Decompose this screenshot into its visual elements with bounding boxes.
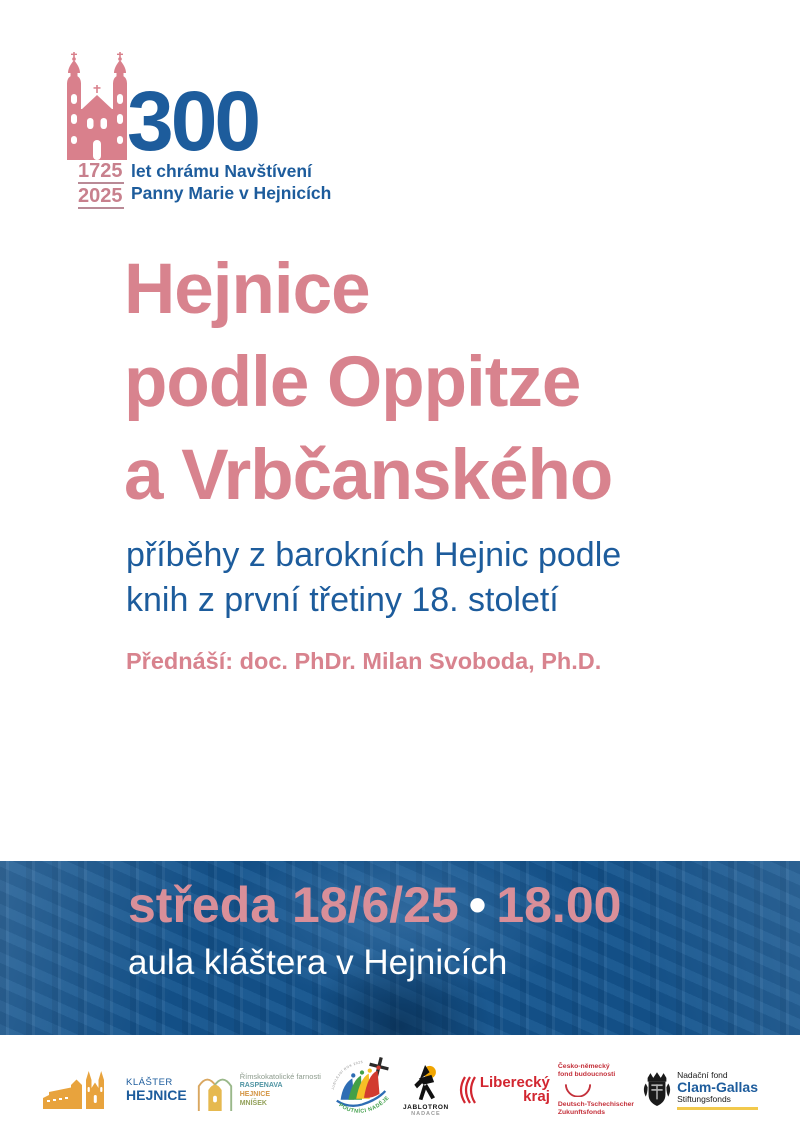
poutnici-bottom-arc-text: POUTNÍCI NADĚJE (337, 1095, 391, 1115)
liberecky-kraj-icon (457, 1075, 477, 1105)
subtitle-line1: příběhy z barokních Hejnic podle (126, 536, 622, 574)
year-end: 2025 (78, 185, 123, 207)
clam-gallas-crest-icon (642, 1069, 672, 1111)
sponsor-poutnici-nadeje (329, 1055, 395, 1125)
event-time: 18.00 (496, 877, 622, 933)
anniversary-subtitle-line2: Panny Marie v Hejnicích (131, 183, 332, 203)
sponsor-liberecky-kraj (457, 1075, 550, 1105)
kraj-label: kraj (523, 1088, 550, 1105)
poutnici-nadeje-icon (329, 1055, 395, 1125)
sponsor-farnosti (195, 1066, 321, 1114)
title-line1: Hejnice (124, 250, 370, 329)
farnosti-mnisek: MNÍŠEK (239, 1100, 267, 1107)
farnosti-title: Římskokatolické farnosti (239, 1072, 321, 1081)
date-banner (0, 861, 800, 1035)
fond-line3: Deutsch-Tschechischer (557, 1101, 635, 1108)
jablotron-figure-icon (408, 1063, 444, 1103)
klaster-hejnice-icon (42, 1067, 122, 1113)
nadace-label: NADACE (411, 1111, 441, 1117)
anniversary-subtitle (131, 160, 331, 204)
liberecky-label: Liberecký (479, 1074, 550, 1091)
church-icon (64, 52, 130, 160)
fond-line1: Česko-německý (557, 1063, 610, 1070)
event-date-text: středa 18/6/25 (128, 877, 459, 933)
poster-title (124, 243, 612, 522)
farnosti-raspenava: RASPENAVA (239, 1082, 283, 1089)
sponsor-logos-row (0, 1050, 800, 1130)
anniversary-years (78, 161, 128, 211)
clam-gallas-text (677, 1071, 758, 1110)
klaster-hejnice-text (126, 1078, 187, 1103)
farnosti-text (240, 1072, 321, 1108)
poster-subtitle (126, 533, 621, 623)
clam-line2: Clam-Gallas (677, 1079, 758, 1095)
jablotron-label: JABLOTRON (402, 1104, 449, 1111)
fond-line2: fond budoucnosti (557, 1071, 616, 1078)
fond-arc-icon (564, 1083, 592, 1097)
subtitle-line2: knih z první třetiny 18. století (126, 581, 559, 619)
year-start: 1725 (78, 160, 123, 182)
lecturer-line: Přednáší: doc. PhDr. Milan Svoboda, Ph.D. (126, 648, 602, 674)
anniversary-number: 300 (127, 74, 259, 168)
event-date (128, 875, 621, 935)
sponsor-klaster-hejnice (42, 1067, 187, 1113)
sponsor-clam-gallas (642, 1069, 758, 1111)
event-venue: aula kláštera v Hejnicích (128, 943, 508, 982)
clam-line1: Nadační fond (677, 1069, 728, 1080)
anniversary-subtitle-line1: let chrámu Navštívení (131, 161, 312, 181)
farnosti-hejnice: HEJNICE (239, 1091, 271, 1098)
poutnici-top-arc-text: JUBILEJNÍ ROK 2025 (330, 1059, 364, 1091)
klaster-label: KLÁŠTER (126, 1076, 173, 1088)
sponsor-fond-budoucnosti (558, 1063, 634, 1117)
clam-line3: Stiftungsfonds (677, 1094, 731, 1104)
fond-line4: Zukunftsfonds (557, 1109, 606, 1116)
farnosti-arches-icon (195, 1066, 235, 1114)
sponsor-jablotron-nadace (403, 1063, 449, 1117)
title-line3: a Vrbčanského (124, 436, 613, 515)
title-line2: podle Oppitze (124, 343, 581, 422)
liberecky-kraj-text (480, 1076, 550, 1104)
hejnice-label: HEJNICE (126, 1087, 187, 1104)
date-banner-text (128, 875, 621, 983)
date-time-separator: • (468, 877, 487, 933)
clam-yellow-underline (677, 1107, 758, 1110)
